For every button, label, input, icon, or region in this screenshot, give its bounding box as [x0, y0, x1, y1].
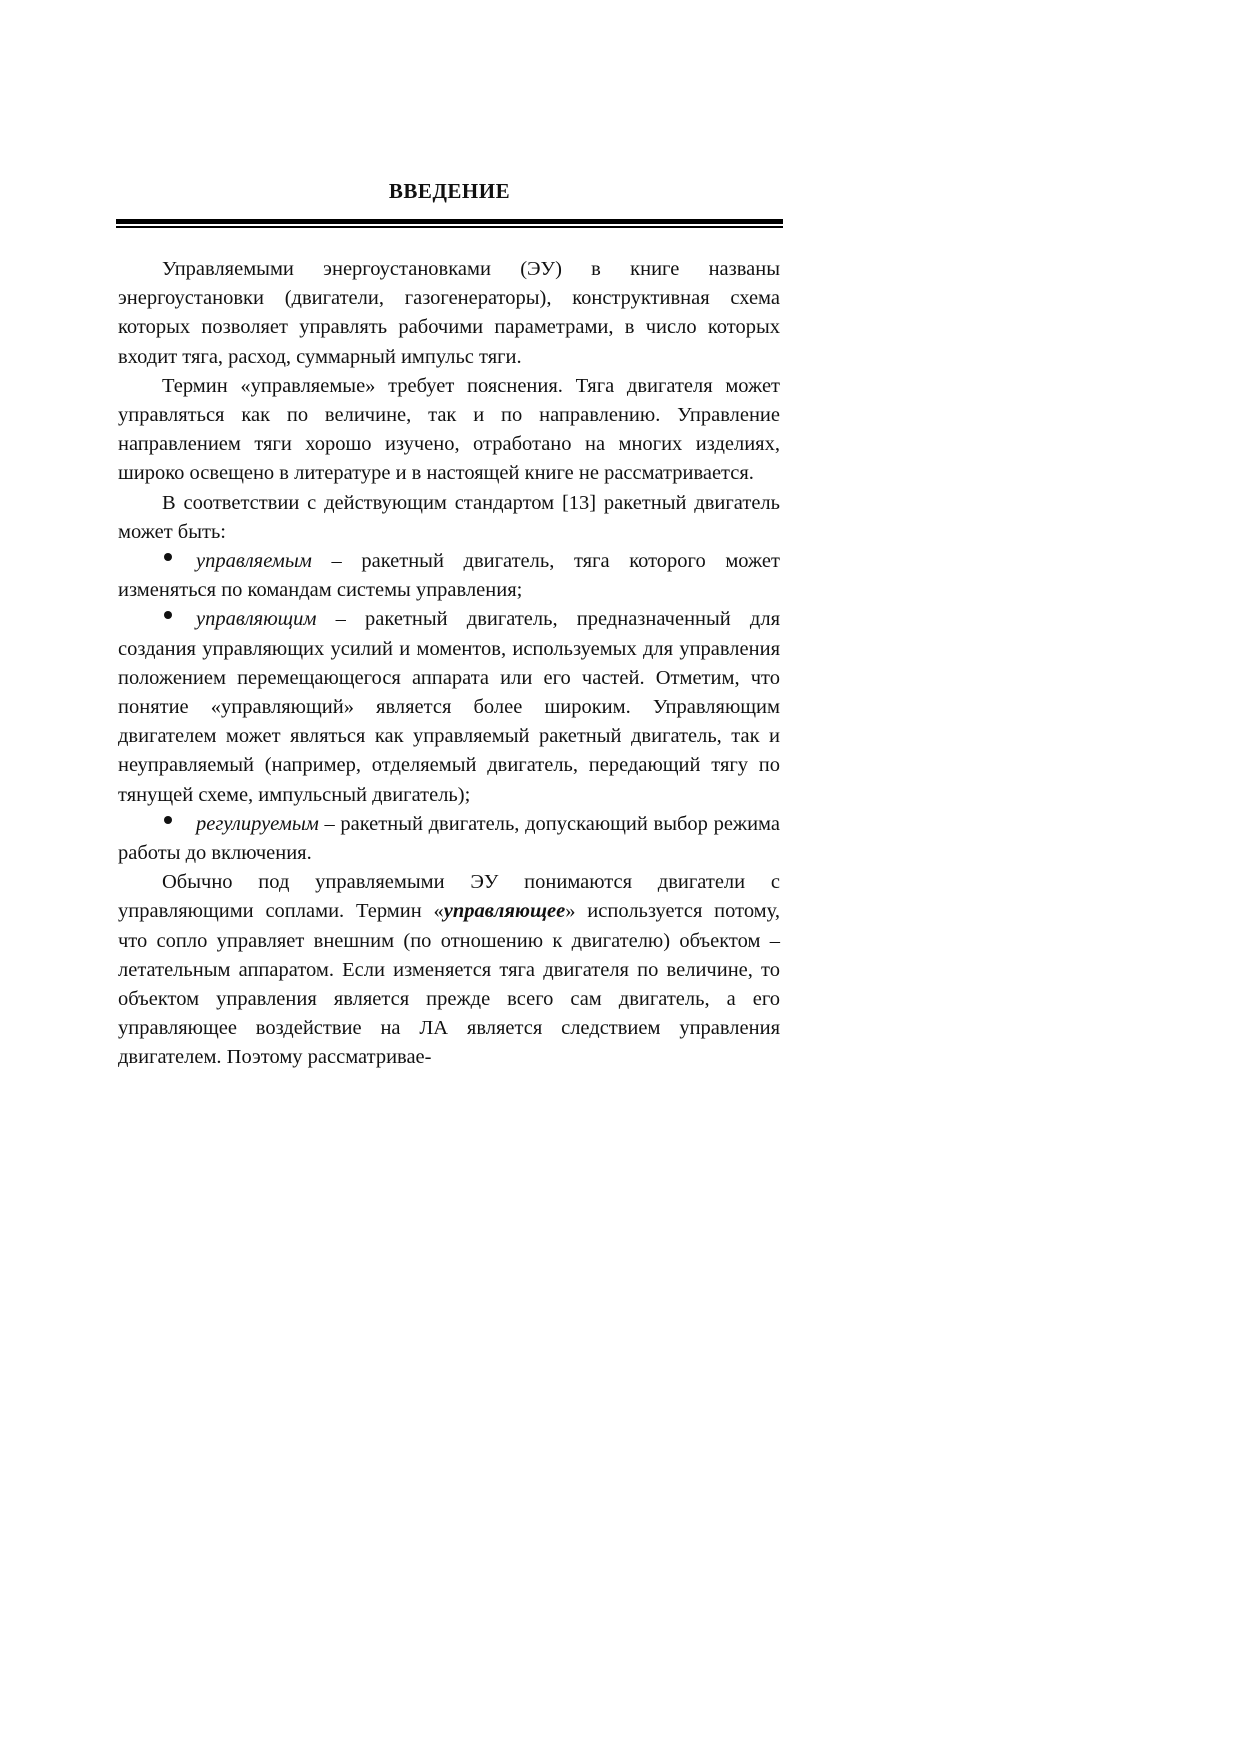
closing-term: управляющее [443, 900, 566, 923]
bullet-term: управляющим [196, 608, 317, 631]
title-rule-thick [116, 219, 783, 224]
bullet-item [118, 605, 780, 809]
bullet-term: управляемым [196, 550, 312, 573]
title-rule-thin [116, 226, 783, 228]
chapter-title: ВВЕДЕНИЕ [388, 179, 511, 203]
bullet-item [118, 547, 780, 605]
body-text [118, 255, 780, 1073]
closing-text-before: Обычно под управляемыми ЭУ понимаются двигатели с управляющими соплами. Термин « [118, 871, 780, 923]
paragraph-1: Управляемыми энергоустановками (ЭУ) в книге названы энергоустановки (двигатели, газогенераторы), конструктивная схема которых позволяет управлять рабочими параметрами, в число которых входит тяга, расход, суммарный импульс тяги. [118, 258, 780, 368]
bullet-text: – ракетный двигатель, предназначенный для создания управляющих усилий и моментов, используемых для управления положением перемещающегося аппарата или его частей. Отметим, что понятие «управляющий» является более широким. Управляющим двигателем может являться как управляемый ракетный двигатель, так и неуправляемый (например, отделяемый двигатель, передающий тягу по тянущей схеме, импульсный двигатель); [118, 608, 780, 806]
paragraph-3: В соответствии с действующим стандартом [13] ракетный двигатель может быть: [118, 491, 780, 543]
bullet-term: регулируемым [196, 812, 319, 835]
bullet-text: – ракетный двигатель, тяга которого может изменяться по командам системы управления; [118, 550, 780, 602]
paragraph-closing [118, 868, 780, 1072]
bullet-text: – ракетный двигатель, допускающий выбор режима работы до включения. [118, 812, 780, 865]
paragraph-2: Термин «управляемые» требует пояснения. Тяга двигателя может управляться как по величине, так и по направлению. Управление направлением тяги хорошо изучено, отработано на многих изделиях, широко освещено в литературе и в настоящей книге не рассматривается. [118, 374, 780, 485]
bullet-item [118, 810, 780, 868]
closing-text-after: » используется потому, что сопло управляет внешним (по отношению к двигателю) объектом – летательным аппаратом. Если изменяется тяга двигателя по величине, то объектом управления является прежде всего сам двигатель, а его управляющее воздействие на ЛА является следствием управления двигателем. Поэтому рассматривае- [118, 900, 780, 1069]
